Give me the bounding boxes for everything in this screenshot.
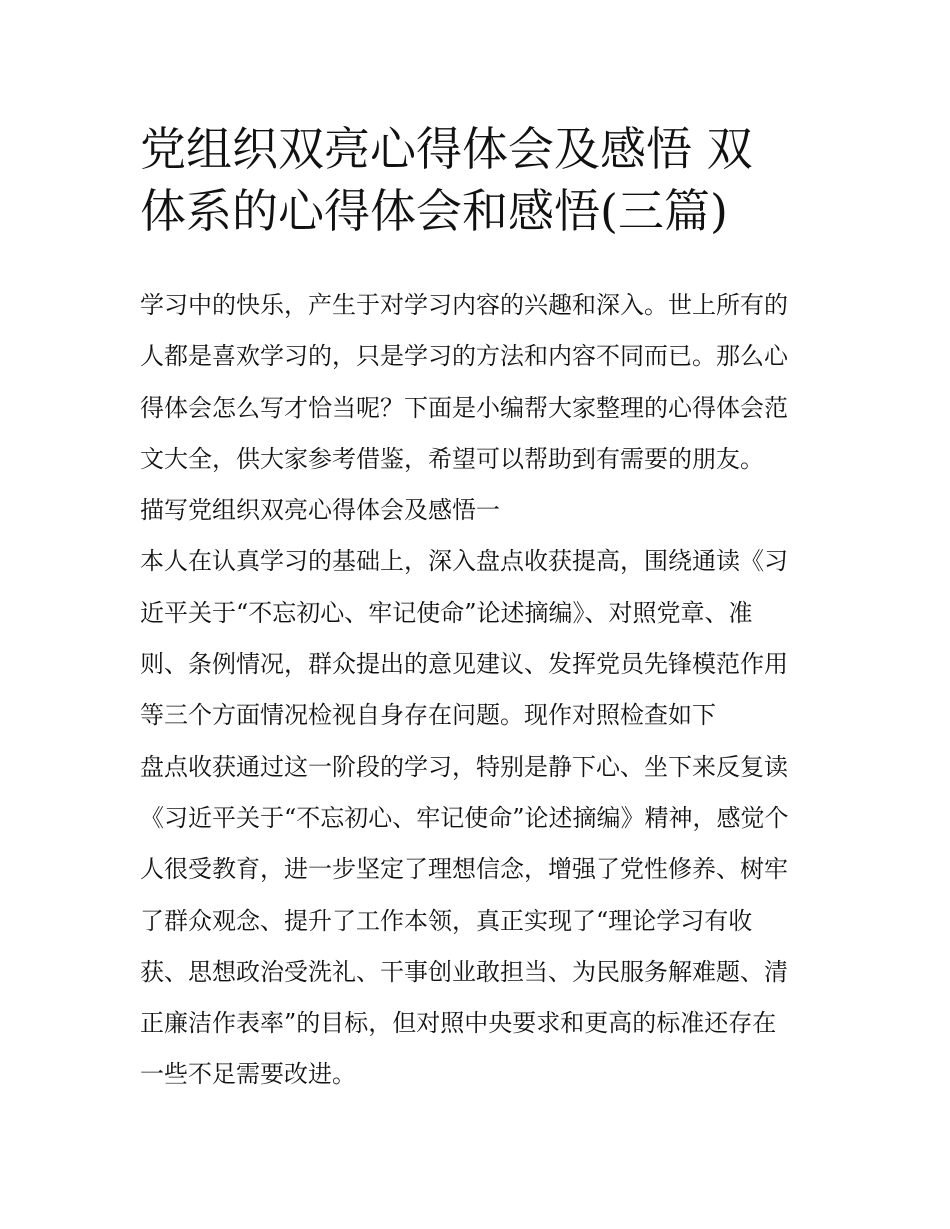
body-line: 学习中的快乐，产生于对学习内容的兴趣和深入。世上所有的 (140, 291, 788, 319)
document-title (140, 118, 820, 242)
title-line: 党组织双亮心得体会及感悟 双 (140, 122, 753, 176)
body-line: 正廉洁作表率”的目标，但对照中央要求和更高的标准还存在 (140, 1009, 777, 1038)
body-line: 人都是喜欢学习的，只是学习的方法和内容不同而已。那么心 (140, 342, 788, 371)
body-line: 本人在认真学习的基础上，深入盘点收获提高，围绕通读《习 (140, 547, 788, 576)
body-line: 近平关于“不忘初心、牢记使命”论述摘编》、对照党章、准 (140, 598, 753, 627)
body-line: 盘点收获通过这一阶段的学习，特别是静下心、坐下来反复读 (140, 752, 788, 781)
body-line: 文大全，供大家参考借鉴，希望可以帮助到有需要的朋友。 (140, 444, 764, 473)
body-line: 得体会怎么写才恰当呢？下面是小编帮大家整理的心得体会范 (140, 393, 788, 422)
body-line: 人很受教育，进一步坚定了理想信念，增强了党性修养、树牢 (140, 855, 788, 884)
body-line: 了群众观念、提升了工作本领，真正实现了“理论学习有收 (140, 906, 753, 935)
document-body (140, 280, 820, 1101)
body-line: 《习近平关于“不忘初心、牢记使命”论述摘编》精神，感觉个 (140, 803, 789, 832)
body-line: 一些不足需要改进。 (140, 1060, 356, 1089)
section-heading: 描写党组织双亮心得体会及感悟一 (140, 496, 500, 525)
body-line: 获、思想政治受洗礼、干事创业敢担当、为民服务解难题、清 (140, 957, 788, 986)
body-line: 则、条例情况，群众提出的意见建议、发挥党员先锋模范作用 (140, 650, 788, 679)
title-line: 体系的心得体会和感悟(三篇) (140, 184, 728, 238)
body-line: 等三个方面情况检视自身存在问题。现作对照检查如下 (140, 701, 716, 730)
